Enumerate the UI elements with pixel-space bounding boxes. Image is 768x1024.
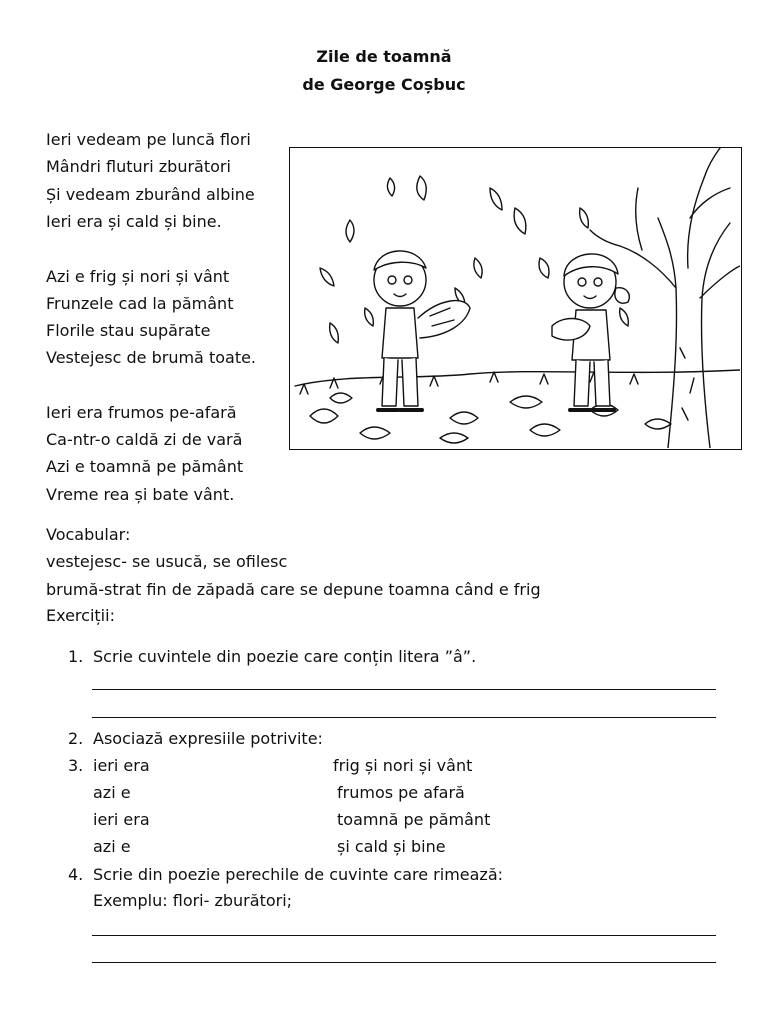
girl-figure-icon (552, 254, 629, 410)
exercise-text: Scrie cuvintele din poezie care conțin litera ”â”. (93, 647, 477, 666)
poem-line: Vestejesc de brumă toate. (46, 348, 257, 367)
poem-line: Frunzele cad la pământ (46, 294, 234, 313)
matching-right: frig și nori și vânt (333, 756, 473, 775)
matching-left: azi e (93, 783, 131, 802)
poem-line: Azi e frig și nori și vânt (46, 267, 230, 286)
tree-icon (590, 148, 740, 448)
poem-line: Florile stau supărate (46, 321, 211, 340)
poem-line: Ieri vedeam pe luncă flori (46, 130, 251, 149)
matching-left: azi e (93, 837, 131, 856)
poem-line: Ieri era și cald și bine. (46, 212, 222, 231)
answer-line[interactable] (92, 689, 716, 690)
vocabulary-item: vestejesc- se usucă, se ofilesc (46, 552, 288, 571)
children-autumn-leaves-illustration (289, 147, 742, 450)
matching-left: ieri era (93, 756, 150, 775)
boy-figure-icon (374, 251, 470, 410)
exercise-number: 4. (68, 865, 84, 884)
vocabulary-item: brumă-strat fin de zăpadă care se depune toamna când e frig (46, 580, 541, 599)
exercises-heading: Exerciții: (46, 606, 115, 625)
poem-line: Azi e toamnă pe pământ (46, 457, 244, 476)
poem-line: Și vedeam zburând albine (46, 185, 255, 204)
exercise-example: Exemplu: flori- zburători; (93, 891, 293, 910)
poem-author: de George Coșbuc (302, 75, 466, 94)
exercise-number: 3. (68, 756, 84, 775)
poem-line: Ca-ntr-o caldă zi de vară (46, 430, 243, 449)
exercise-text: Asociază expresiile potrivite: (93, 729, 323, 748)
page-title: Zile de toamnă (316, 47, 452, 66)
vocabulary-heading: Vocabular: (46, 525, 131, 544)
matching-right: frumos pe afară (337, 783, 465, 802)
answer-line[interactable] (92, 935, 716, 936)
poem-line: Ieri era frumos pe-afară (46, 403, 237, 422)
exercise-text: Scrie din poezie perechile de cuvinte care rimează: (93, 865, 504, 884)
matching-right: toamnă pe pământ (337, 810, 491, 829)
exercise-number: 1. (68, 647, 84, 666)
poem-line: Mândri fluturi zburători (46, 157, 231, 176)
matching-right: și cald și bine (337, 837, 446, 856)
matching-left: ieri era (93, 810, 150, 829)
exercise-number: 2. (68, 729, 84, 748)
poem-line: Vreme rea și bate vânt. (46, 485, 235, 504)
answer-line[interactable] (92, 962, 716, 963)
answer-line[interactable] (92, 717, 716, 718)
